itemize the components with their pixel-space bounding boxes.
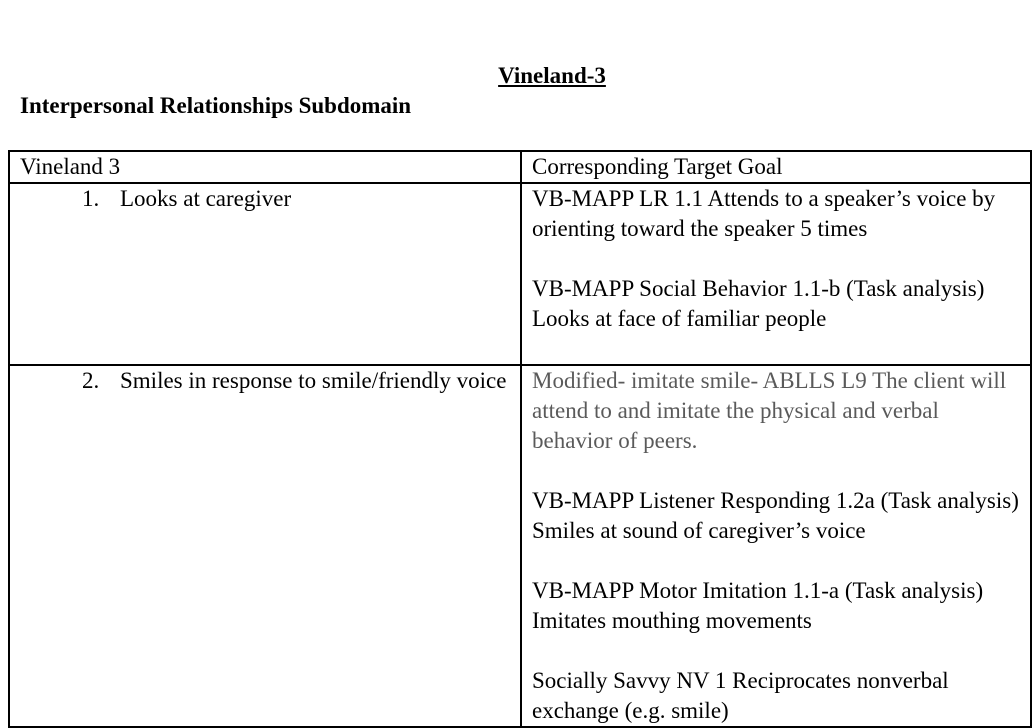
target-goal-cell [521, 365, 1031, 727]
item-number: 2. [82, 368, 100, 393]
table-header-row [9, 151, 1031, 183]
header-vineland: Vineland 3 [9, 151, 521, 183]
item-text: Smiles in response to smile/friendly voice [120, 368, 507, 393]
target-goal: VB-MAPP Listener Responding 1.2a (Task analysis) Smiles at sound of caregiver’s voice [532, 488, 1019, 543]
header-target-goal: Corresponding Target Goal [521, 151, 1031, 183]
document-subtitle: Interpersonal Relationships Subdomain [20, 93, 412, 118]
item-text: Looks at caregiver [120, 186, 292, 211]
table-row [9, 365, 1031, 727]
target-goal: VB-MAPP Social Behavior 1.1-b (Task analysis) Looks at face of familiar people [532, 276, 985, 331]
goals-table [8, 150, 1032, 728]
document-title: Vineland-3 [498, 63, 606, 88]
vineland-item-cell [9, 365, 521, 727]
vineland-item-cell [9, 183, 521, 365]
target-goal-cell [521, 183, 1031, 365]
target-goal: VB-MAPP LR 1.1 Attends to a speaker’s voice by orienting toward the speaker 5 times [532, 186, 996, 241]
target-goal: VB-MAPP Motor Imitation 1.1-a (Task analysis) Imitates mouthing movements [532, 578, 984, 633]
table-row [9, 183, 1031, 365]
target-goal: Modified- imitate smile- ABLLS L9 The client will attend to and imitate the physical and verbal behavior of peers. [532, 368, 1007, 453]
target-goal: Socially Savvy NV 1 Reciprocates nonverbal exchange (e.g. smile) [532, 668, 949, 723]
item-number: 1. [82, 186, 100, 211]
